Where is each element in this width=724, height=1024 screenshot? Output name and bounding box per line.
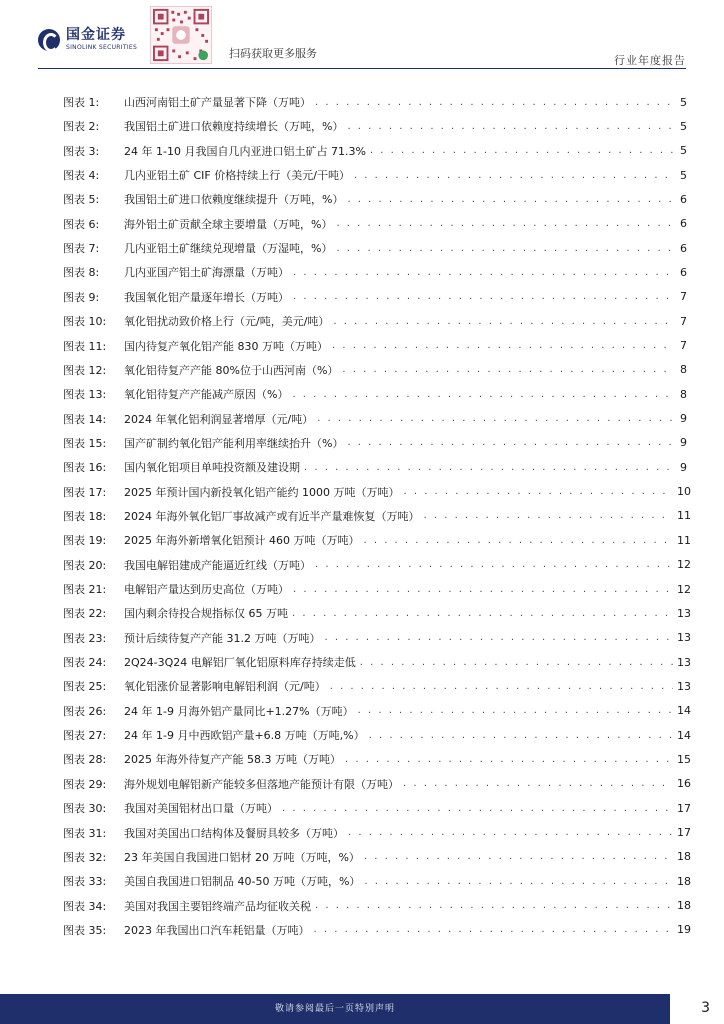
- toc-page-number: 13: [677, 679, 691, 693]
- qr-code-icon[interactable]: [150, 6, 212, 64]
- toc-entry[interactable]: [63, 652, 691, 672]
- toc-figure-title: 24 年 1-10 月我国自几内亚进口铝土矿占 71.3%: [124, 144, 366, 158]
- logo-text: [66, 28, 137, 51]
- toc-figure-label: 图表 9:: [63, 290, 100, 304]
- toc-leader-dots: [333, 316, 673, 327]
- toc-figure-label: 图表 12:: [63, 363, 107, 377]
- scan-prompt: 扫码获取更多服务: [229, 47, 317, 60]
- toc-page-number: 13: [677, 655, 691, 669]
- toc-page-number: 11: [677, 533, 691, 547]
- toc-figure-title: 海外铝土矿贡献全球主要增量（万吨，%）: [124, 217, 333, 231]
- toc-page-number: 19: [677, 923, 691, 937]
- toc-page-number: 8: [680, 363, 687, 377]
- toc-page-number: 7: [680, 290, 687, 304]
- logo-name-cn: 国金证券: [66, 27, 126, 43]
- toc-page-number: 6: [680, 192, 687, 206]
- toc-figure-title: 我国铝土矿进口依赖度继续提升（万吨，%）: [124, 193, 344, 207]
- toc-entry[interactable]: [63, 628, 691, 648]
- toc-entry[interactable]: [63, 506, 691, 526]
- toc-figure-label: 图表 22:: [63, 607, 107, 621]
- toc-figure-title: 美国自我国进口铝制品 40-50 万吨（万吨，%）: [124, 875, 361, 889]
- toc-page-number: 5: [680, 168, 687, 182]
- toc-page-number: 18: [677, 899, 691, 913]
- toc-figure-title: 氧化铝待复产产能 80%位于山西河南（%）: [124, 363, 339, 377]
- toc-figure-title: 美国对我国主要铝终端产品均征收关税: [124, 899, 311, 913]
- toc-figure-title: 我国电解铝建成产能逼近红线（万吨）: [124, 558, 311, 572]
- toc-leader-dots: [315, 900, 673, 911]
- toc-figure-title: 2024 年氧化铝利润显著增厚（元/吨）: [124, 412, 314, 426]
- company-logo: [38, 28, 137, 51]
- toc-leader-dots: [342, 364, 673, 375]
- toc-figure-title: 我国氧化铝产量逐年增长（万吨）: [124, 290, 289, 304]
- footer-disclaimer: 敬请参阅最后一页特别声明: [274, 1004, 395, 1014]
- toc-entry[interactable]: [63, 262, 687, 282]
- toc-figure-label: 图表 24:: [63, 656, 107, 670]
- toc-leader-dots: [324, 632, 673, 643]
- toc-figure-label: 图表 23:: [63, 631, 107, 645]
- toc-figure-label: 图表 25:: [63, 680, 107, 694]
- toc-entry[interactable]: [63, 433, 687, 453]
- toc-figure-title: 24 年 1-9 月海外铝产量同比+1.27%（万吨）: [124, 704, 354, 718]
- toc-figure-title: 电解铝产量达到历史高位（万吨）: [124, 583, 289, 596]
- toc-figure-label: 图表 31:: [63, 826, 107, 840]
- toc-figure-title: 我国对美国出口结构体及餐厨具较多（万吨）: [124, 826, 344, 840]
- toc-figure-label: 图表 28:: [63, 753, 107, 767]
- toc-leader-dots: [330, 681, 673, 692]
- toc-page-number: 9: [680, 460, 687, 474]
- toc-page-number: 9: [680, 412, 687, 426]
- toc-figure-label: 图表 10:: [63, 315, 107, 329]
- toc-figure-label: 图表 6:: [63, 217, 100, 231]
- toc-figure-title: 国内待复产氧化铝产能 830 万吨（万吨）: [124, 339, 328, 353]
- toc-entry[interactable]: [63, 238, 687, 258]
- toc-leader-dots: [354, 170, 673, 181]
- toc-page-number: 18: [677, 850, 691, 864]
- logo-mark-icon: [38, 29, 60, 51]
- toc-figure-title: 几内亚铝土矿继续兑现增量（万湿吨，%）: [124, 242, 333, 256]
- toc-leader-dots: [293, 291, 673, 302]
- toc-leader-dots: [332, 340, 673, 351]
- toc-figure-title: 2024 年海外氧化铝厂事故减产或有近半产量难恢复（万吨）: [124, 509, 420, 523]
- toc-leader-dots: [315, 97, 673, 108]
- toc-figure-label: 图表 20:: [63, 558, 107, 572]
- toc-entry[interactable]: [63, 530, 691, 550]
- toc-leader-dots: [358, 705, 673, 716]
- toc-page-number: 8: [680, 387, 687, 401]
- toc-figure-title: 海外规划电解铝新产能较多但落地产能预计有限（万吨）: [124, 777, 399, 791]
- toc-page-number: 5: [680, 119, 687, 133]
- toc-figure-label: 图表 33:: [63, 875, 107, 889]
- toc-entry[interactable]: [63, 701, 691, 721]
- toc-entry[interactable]: [63, 189, 687, 209]
- toc-entry[interactable]: [63, 847, 691, 867]
- toc-page-number: 17: [677, 826, 691, 839]
- page-number: 3: [701, 1000, 710, 1016]
- page-footer: [0, 994, 724, 1024]
- toc-entry[interactable]: [63, 165, 687, 185]
- toc-entry[interactable]: [63, 287, 687, 307]
- logo-name-en: SINOLINK SECURITIES: [66, 44, 138, 51]
- toc-entry[interactable]: [63, 798, 691, 818]
- toc-figure-label: 图表 4:: [63, 169, 100, 183]
- toc-leader-dots: [292, 389, 673, 400]
- toc-figure-label: 图表 14:: [63, 412, 107, 426]
- toc-entry[interactable]: [63, 409, 687, 429]
- toc-figure-label: 图表 3:: [63, 144, 100, 158]
- toc-figure-title: 23 年美国自我国进口铝材 20 万吨（万吨，%）: [124, 850, 360, 864]
- toc-page-number: 5: [680, 144, 687, 158]
- toc-page-number: 7: [680, 339, 687, 352]
- toc-figure-label: 图表 16:: [63, 461, 107, 475]
- toc-leader-dots: [403, 778, 673, 789]
- toc-page-number: 6: [680, 265, 687, 279]
- toc-page-number: 6: [680, 241, 687, 255]
- toc-figure-label: 图表 26:: [63, 704, 107, 718]
- toc-page-number: 7: [680, 314, 687, 328]
- toc-leader-dots: [317, 413, 673, 424]
- toc-page-number: 10: [677, 485, 691, 499]
- toc-figure-label: 图表 35:: [63, 923, 107, 937]
- toc-figure-label: 图表 8:: [63, 266, 100, 280]
- toc-leader-dots: [370, 145, 673, 156]
- toc-figure-title: 国产矿制约氧化铝产能利用率继续抬升（%）: [124, 436, 344, 450]
- toc-figure-label: 图表 2:: [63, 120, 100, 134]
- toc-leader-dots: [314, 924, 674, 935]
- toc-figure-title: 2025 年海外待复产产能 58.3 万吨（万吨）: [124, 753, 341, 767]
- toc-entry[interactable]: [63, 457, 687, 477]
- toc-page-number: 13: [677, 606, 691, 620]
- toc-figure-label: 图表 17:: [63, 485, 107, 499]
- toc-figure-title: 山西河南铝土矿产量显著下降（万吨）: [124, 96, 311, 109]
- toc-figure-title: 预计后续待复产产能 31.2 万吨（万吨）: [124, 631, 321, 645]
- toc-leader-dots: [336, 218, 673, 229]
- toc-figure-title: 2025 年海外新增氧化铝预计 460 万吨（万吨）: [124, 534, 360, 548]
- toc-figure-title: 国内剩余待投合规指标仅 65 万吨: [124, 607, 288, 621]
- toc-leader-dots: [348, 827, 673, 838]
- toc-figure-title: 氧化铝待复产产能减产原因（%）: [124, 388, 289, 402]
- toc-leader-dots: [282, 803, 673, 814]
- toc-figure-title: 几内亚铝土矿 CIF 价格持续上行（美元/干吨）: [124, 169, 350, 183]
- toc-leader-dots: [315, 559, 673, 570]
- toc-leader-dots: [364, 876, 673, 887]
- toc-entry[interactable]: [63, 579, 691, 599]
- toc-page-number: 14: [677, 704, 691, 718]
- toc-figure-label: 图表 5:: [63, 193, 100, 207]
- toc-figure-label: 图表 32:: [63, 850, 107, 864]
- qr-code-graphic: [151, 7, 211, 63]
- header-divider: [38, 68, 686, 69]
- toc-leader-dots: [292, 608, 673, 619]
- toc-page-number: 13: [677, 631, 691, 645]
- toc-page-number: 12: [677, 582, 691, 596]
- toc-page-number: 14: [677, 728, 691, 742]
- toc-leader-dots: [363, 535, 673, 546]
- toc-entry[interactable]: [63, 871, 691, 891]
- toc-figure-label: 图表 19:: [63, 534, 107, 548]
- toc-figure-label: 图表 13:: [63, 388, 107, 402]
- toc-figure-label: 图表 15:: [63, 436, 107, 450]
- toc-leader-dots: [403, 486, 673, 497]
- toc-entry[interactable]: [63, 920, 691, 940]
- toc-figure-title: 氧化铝扰动致价格上行（元/吨，美元/吨）: [124, 315, 330, 329]
- toc-entry[interactable]: [63, 336, 687, 356]
- toc-entry[interactable]: [63, 92, 687, 112]
- toc-leader-dots: [424, 510, 674, 521]
- toc-figure-label: 图表 1:: [63, 96, 100, 109]
- toc-entry[interactable]: [63, 214, 687, 234]
- toc-page-number: 9: [680, 436, 687, 450]
- toc-figure-title: 国内氧化铝项目单吨投资额及建设期: [124, 461, 300, 475]
- toc-figure-label: 图表 7:: [63, 242, 100, 256]
- toc-page-number: 5: [680, 95, 687, 109]
- toc-figure-label: 图表 18:: [63, 509, 107, 523]
- toc-page-number: 15: [677, 752, 691, 766]
- toc-figure-title: 氧化铝涨价显著影响电解铝利润（元/吨）: [124, 680, 326, 694]
- toc-entry[interactable]: [63, 141, 687, 161]
- toc-page-number: 17: [677, 801, 691, 815]
- toc-entry[interactable]: [63, 384, 687, 404]
- toc-entry[interactable]: [63, 555, 691, 575]
- toc-figure-title: 2025 年预计国内新投氧化铝产能约 1000 万吨（万吨）: [124, 485, 400, 499]
- toc-leader-dots: [347, 121, 673, 132]
- toc-leader-dots: [336, 243, 673, 254]
- toc-figure-title: 我国铝土矿进口依赖度持续增长（万吨，%）: [124, 120, 344, 134]
- toc-figure-label: 图表 21:: [63, 583, 107, 596]
- toc-leader-dots: [364, 851, 673, 862]
- toc-leader-dots: [369, 730, 673, 741]
- toc-entry[interactable]: [63, 116, 687, 136]
- toc-page-number: 11: [677, 509, 691, 523]
- toc-figure-label: 图表 34:: [63, 899, 107, 913]
- toc-page-number: 12: [677, 558, 691, 572]
- toc-figure-title: 几内亚国产铝土矿海漂量（万吨）: [124, 266, 289, 280]
- report-type-label: 行业年度报告: [614, 54, 686, 67]
- page-header: [0, 0, 724, 68]
- toc-figure-label: 图表 27:: [63, 729, 107, 743]
- toc-leader-dots: [347, 194, 673, 205]
- toc-entry[interactable]: [63, 676, 691, 696]
- toc-entry[interactable]: [63, 482, 691, 502]
- toc-entry[interactable]: [63, 725, 691, 745]
- toc-entry[interactable]: [63, 749, 691, 769]
- toc-leader-dots: [347, 437, 673, 448]
- toc-entry[interactable]: [63, 603, 691, 623]
- toc-entry[interactable]: [63, 311, 687, 331]
- toc-leader-dots: [304, 462, 673, 473]
- toc-entry[interactable]: [63, 774, 691, 794]
- toc-leader-dots: [345, 754, 673, 765]
- toc-page-number: 18: [677, 874, 691, 888]
- toc-leader-dots: [293, 267, 673, 278]
- toc-page-number: 16: [677, 777, 691, 791]
- toc-leader-dots: [293, 584, 673, 595]
- toc-figure-title: 2023 年我国出口汽车耗铝量（万吨）: [124, 923, 310, 937]
- toc-page-number: 6: [680, 217, 687, 231]
- toc-leader-dots: [360, 657, 673, 668]
- toc-figure-label: 图表 29:: [63, 777, 107, 791]
- toc-figure-title: 2Q24-3Q24 电解铝厂氧化铝原料库存持续走低: [124, 656, 356, 670]
- toc-figure-title: 24 年 1-9 月中西欧铝产量+6.8 万吨（万吨,%）: [124, 729, 365, 743]
- toc-figure-label: 图表 11:: [63, 339, 107, 353]
- footer-bar: [0, 994, 670, 1024]
- toc-entry[interactable]: [63, 896, 691, 916]
- toc-figure-title: 我国对美国铝材出口量（万吨）: [124, 802, 278, 816]
- toc-entry[interactable]: [63, 823, 691, 843]
- toc-figure-label: 图表 30:: [63, 802, 107, 816]
- toc-entry[interactable]: [63, 360, 687, 380]
